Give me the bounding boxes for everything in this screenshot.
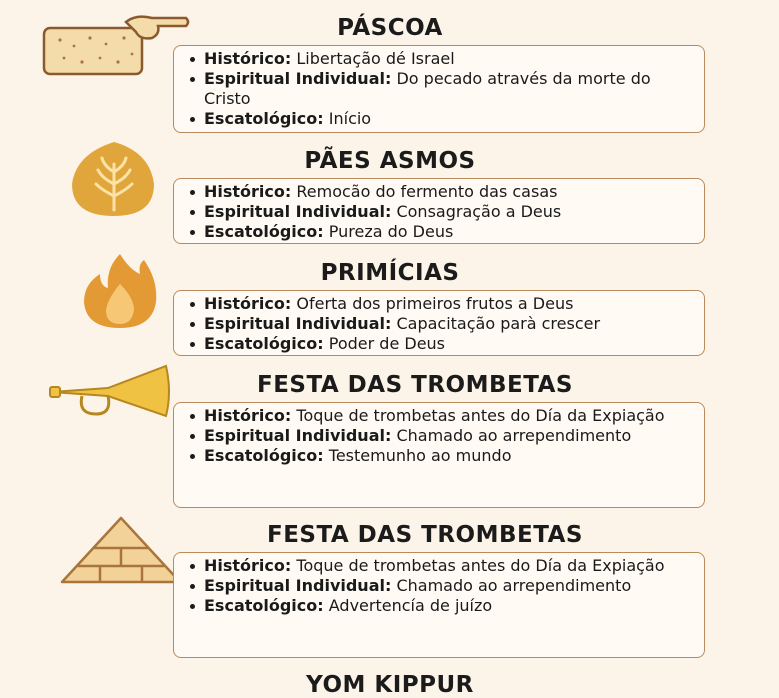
info-box xyxy=(173,552,705,658)
wheat-leaf-icon xyxy=(64,138,164,220)
item-text: Do pecado através da morte do Cristo xyxy=(204,69,651,108)
item-text: Pureza do Deus xyxy=(323,222,454,241)
item-text: Poder de Deus xyxy=(323,334,446,353)
item-label: Escatológico: xyxy=(204,596,324,615)
section-title: PÁSCOA xyxy=(337,15,443,41)
historico-item xyxy=(188,406,696,426)
espiritual-item xyxy=(188,576,696,596)
item-label: Escatológico: xyxy=(204,222,324,241)
section-title: FESTA DAS TROMBETAS xyxy=(256,372,573,398)
item-text: Oferta dos primeiros frutos a Deus xyxy=(291,294,574,313)
info-box xyxy=(173,45,705,133)
footer-title: YOM KIPPUR xyxy=(306,672,474,698)
escatologico-item xyxy=(188,109,696,129)
item-text: Remocão do fermento das casas xyxy=(291,182,558,201)
item-label: Histórico: xyxy=(204,556,292,575)
item-text: Consagração a Deus xyxy=(391,202,562,221)
item-label: Escatológico: xyxy=(204,109,324,128)
item-text: Chamado ao arrependimento xyxy=(391,426,632,445)
item-label: Espiritual Individual: xyxy=(204,426,392,445)
item-label: Espiritual Individual: xyxy=(204,314,392,333)
pyramid-icon xyxy=(58,514,184,586)
espiritual-item xyxy=(188,202,696,222)
trumpet-icon xyxy=(48,362,174,420)
item-text: Advertencía de juízo xyxy=(323,596,493,615)
info-box xyxy=(173,402,705,508)
espiritual-item xyxy=(188,69,696,109)
escatologico-item xyxy=(188,334,696,354)
item-text: Toque de trombetas antes do Día da Expiação xyxy=(291,556,665,575)
item-label: Histórico: xyxy=(204,49,292,68)
item-text: Testemunho ao mundo xyxy=(323,446,512,465)
item-label: Espiritual Individual: xyxy=(204,69,392,88)
section-title: PÃES ASMOS xyxy=(304,148,476,174)
section-title: PRIMÍCIAS xyxy=(320,260,460,286)
item-label: Escatológico: xyxy=(204,334,324,353)
escatologico-item xyxy=(188,222,696,242)
item-label: Histórico: xyxy=(204,406,292,425)
item-label: Espiritual Individual: xyxy=(204,202,392,221)
item-text: Capacitação parà crescer xyxy=(391,314,601,333)
historico-item xyxy=(188,182,696,202)
item-text: Libertação dé Israel xyxy=(291,49,455,68)
espiritual-item xyxy=(188,314,696,334)
item-label: Histórico: xyxy=(204,182,292,201)
espiritual-item xyxy=(188,426,696,446)
historico-item xyxy=(188,556,696,576)
item-label: Histórico: xyxy=(204,294,292,313)
flame-icon xyxy=(78,250,162,332)
item-text: Início xyxy=(323,109,372,128)
info-box xyxy=(173,178,705,244)
item-text: Toque de trombetas antes do Día da Expiação xyxy=(291,406,665,425)
historico-item xyxy=(188,49,696,69)
section-title: FESTA DAS TROMBETAS xyxy=(266,522,583,548)
item-label: Espiritual Individual: xyxy=(204,576,392,595)
item-label: Escatológico: xyxy=(204,446,324,465)
historico-item xyxy=(188,294,696,314)
item-text: Chamado ao arrependimento xyxy=(391,576,632,595)
escatologico-item xyxy=(188,446,696,466)
info-box xyxy=(173,290,705,356)
unleavened-bread-icon xyxy=(40,8,192,76)
escatologico-item xyxy=(188,596,696,616)
